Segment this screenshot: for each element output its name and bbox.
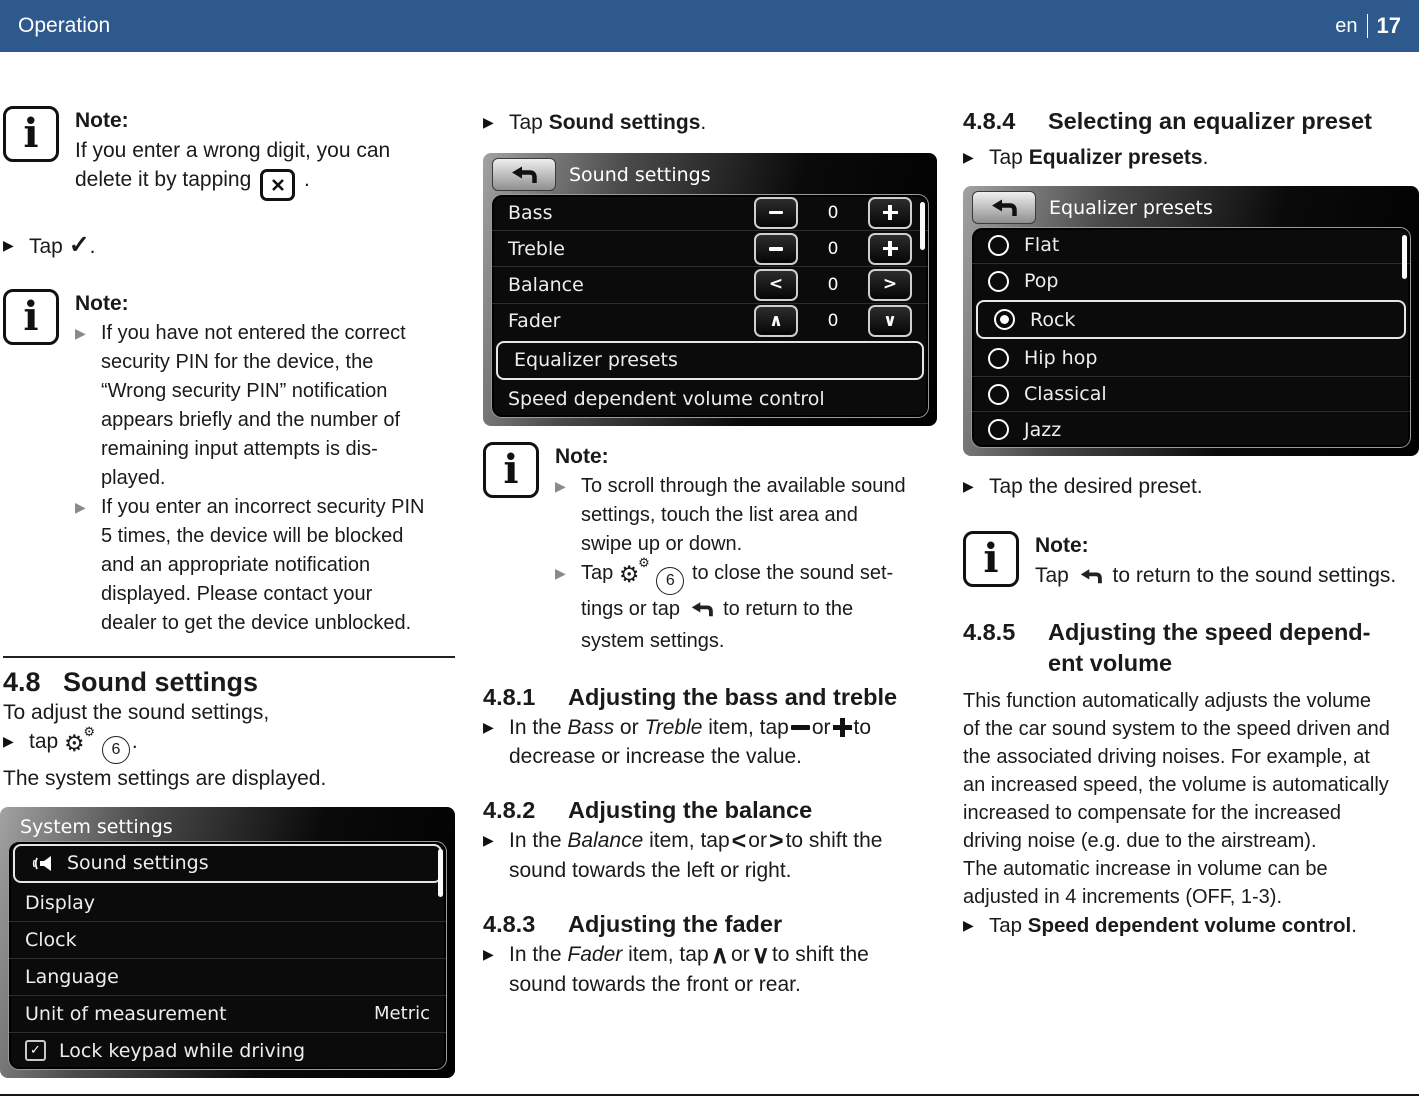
bullet-triangle: ▶ <box>483 945 494 962</box>
column-2 <box>483 100 938 999</box>
screen-title: System settings <box>20 815 173 838</box>
right-chevron-icon: > <box>768 826 784 855</box>
instruction-tap-settings <box>3 724 455 764</box>
section-heading-4-8 <box>3 666 455 698</box>
note-label: Note: <box>1035 534 1089 557</box>
instruction-text: Tap the desired preset. <box>989 475 1203 498</box>
section-heading-4-8-4 <box>963 106 1419 137</box>
note-scroll-close <box>483 442 938 656</box>
column-1 <box>3 100 455 1078</box>
section-number: 4.8.1 <box>483 683 536 710</box>
balance-value: 0 <box>827 274 839 295</box>
section-title: Selecting an equalizer preset <box>1048 108 1372 134</box>
list-item-display: Display <box>25 892 96 915</box>
return-arrow-icon <box>509 165 539 185</box>
note-bullet <box>75 319 424 493</box>
equalizer-presets-screenshot <box>963 186 1419 456</box>
bullet-triangle: ▶ <box>963 917 974 933</box>
section-outro: The system settings are displayed. <box>3 766 327 790</box>
radio-unselected-icon <box>988 271 1009 292</box>
preset-rock-selected: Rock <box>976 300 1406 339</box>
scrollbar-thumb <box>438 849 443 897</box>
bullet-triangle: ▶ <box>75 499 86 515</box>
note-return-body <box>1035 531 1396 593</box>
speaker-icon <box>31 854 55 873</box>
radio-unselected-icon <box>988 348 1009 369</box>
instruction-text: Tap Sound settings. <box>509 111 707 134</box>
minus-button <box>754 233 798 265</box>
bass-value: 0 <box>827 202 839 223</box>
note-bullet <box>75 493 424 638</box>
row-bass: Bass 0 <box>492 195 928 230</box>
note-bullet <box>555 472 906 559</box>
section-number: 4.8.2 <box>483 796 536 823</box>
note-text: If you enter a wrong digit, you can <box>75 139 391 162</box>
instruction-text: In the Balance item, tap<or>to shift the sound towards the left or right. <box>509 826 883 882</box>
down-button: ∨ <box>868 305 912 337</box>
instruction-fader <box>483 940 938 999</box>
note-bullet-text: Tap ⚙ ⚙ 6 to close the sound set- tings or tap to return to the system settings. <box>581 555 894 652</box>
note-bullet-text: To scroll through the available sound settings, touch the list area and swipe up or down. <box>581 475 906 555</box>
instruction-tap-sdvc <box>963 911 1419 940</box>
left-button: < <box>754 269 798 301</box>
unit-value: Metric <box>374 1003 430 1025</box>
list-item-sound-settings: Sound settings <box>13 844 442 884</box>
list-item-unit-of-measurement: Unit of measurement Metric <box>9 995 446 1032</box>
radio-unselected-icon <box>988 419 1009 440</box>
note-security-pin-body <box>75 289 424 638</box>
note-security-pin <box>3 289 455 638</box>
note-bullet-text: If you enter an incorrect security PIN 5 times, the device will be blocked and an appropriate notification displayed. Please contact your dealer to get the device unblocked. <box>101 496 425 634</box>
info-icon: i <box>483 442 539 498</box>
screen-title: Sound settings <box>569 164 711 186</box>
header-section-title: Operation <box>18 14 111 37</box>
note-text: Tap to return to the sound settings. <box>1035 561 1396 593</box>
key-number-badge: 6 <box>102 736 130 764</box>
preset-flat: Flat <box>972 228 1410 263</box>
list-item-clock: Clock <box>9 921 446 958</box>
note-label: Note: <box>75 292 129 315</box>
fader-value: 0 <box>827 311 839 332</box>
note-bullet-text: If you have not entered the correct security PIN for the device, the “Wrong security PIN” notification appears briefly and the number of remaining input attempts is dis- played. <box>101 322 406 489</box>
section-heading-4-8-3 <box>483 909 938 940</box>
radio-unselected-icon <box>988 384 1009 405</box>
bullet-triangle: ▶ <box>963 149 974 165</box>
key-number-badge: 6 <box>656 567 684 595</box>
instruction-bass-treble <box>483 713 938 771</box>
equalizer-presets-list <box>971 227 1411 448</box>
info-icon: i <box>963 531 1019 587</box>
section-title: Adjusting the balance <box>568 796 813 823</box>
back-button <box>492 158 556 191</box>
preset-hip-hop: Hip hop <box>972 341 1410 376</box>
section-title: Sound settings <box>63 667 258 697</box>
page-header <box>0 0 1419 52</box>
section-number: 4.8.3 <box>483 910 536 937</box>
radio-unselected-icon <box>988 235 1009 256</box>
section-number: 4.8 <box>3 667 41 697</box>
minus-button <box>754 197 798 229</box>
scrollbar-thumb <box>1402 235 1407 279</box>
sound-settings-list <box>491 194 929 418</box>
return-arrow-icon <box>989 198 1019 218</box>
section-heading-4-8-5 <box>963 617 1419 679</box>
return-arrow-icon <box>689 601 715 623</box>
note-text: delete it by tapping . <box>75 165 390 201</box>
list-item-language: Language <box>9 958 446 995</box>
preset-pop: Pop <box>972 263 1410 299</box>
info-icon: i <box>3 289 59 345</box>
header-language: en <box>1335 14 1358 37</box>
note-scroll-close-body <box>555 442 906 656</box>
plus-button <box>868 233 912 265</box>
confirm-check-icon: ✓ <box>68 231 90 259</box>
row-fader: Fader ∧ 0 ∨ <box>492 303 928 339</box>
plus-icon <box>833 718 852 737</box>
note-return-sound-settings <box>963 531 1419 593</box>
sound-settings-screenshot <box>483 153 937 426</box>
instruction-text: tap ⚙ ⚙ 6 . <box>29 727 138 764</box>
settings-gear-icon: ⚙ ⚙ <box>618 555 650 587</box>
instruction-balance <box>483 826 938 885</box>
section-number: 4.8.5 <box>963 619 1016 645</box>
section-title: Adjusting the speed depend- ent volume <box>1048 619 1371 676</box>
preset-jazz: Jazz <box>972 411 1410 447</box>
section-intro: To adjust the sound settings, <box>3 701 270 724</box>
row-balance: Balance < 0 > <box>492 266 928 302</box>
instruction-tap-sound-settings <box>483 108 938 137</box>
list-item-lock-keypad: ✓ Lock keypad while driving <box>9 1032 446 1069</box>
section-title: Adjusting the bass and treble <box>568 683 898 710</box>
instruction-text: In the Fader item, tap∧or∨to shift the sound towards the front or rear. <box>509 940 869 996</box>
bullet-triangle: ▶ <box>483 114 494 130</box>
instruction-tap-equalizer <box>963 143 1419 172</box>
scrollbar-thumb <box>920 202 925 250</box>
bullet-triangle: ▶ <box>3 733 14 749</box>
settings-gear-icon: ⚙ ⚙ <box>64 724 96 756</box>
treble-value: 0 <box>827 238 839 259</box>
back-button <box>972 191 1036 224</box>
note-wrong-digit <box>3 106 455 201</box>
note-label: Note: <box>75 109 129 132</box>
bullet-triangle: ▶ <box>75 325 86 341</box>
info-icon: i <box>3 106 59 162</box>
return-arrow-icon <box>1078 567 1104 590</box>
instruction-tap-confirm <box>3 231 455 261</box>
delete-digit-icon <box>260 169 295 201</box>
bullet-triangle: ▶ <box>963 478 974 494</box>
up-chevron-icon: ∧ <box>710 940 729 969</box>
header-page-number: 17 <box>1376 13 1401 38</box>
minus-icon <box>791 725 810 730</box>
instruction-text: Tap Equalizer presets. <box>989 146 1209 169</box>
right-button: > <box>868 269 912 301</box>
instruction-text: Tap Speed dependent volume control. <box>989 914 1357 937</box>
instruction-text: Tap ✓. <box>29 231 96 259</box>
row-treble: Treble 0 <box>492 230 928 266</box>
bullet-triangle: ▶ <box>3 237 14 253</box>
instruction-tap-preset <box>963 472 1419 501</box>
checkbox-checked-icon: ✓ <box>25 1040 46 1061</box>
bullet-triangle: ▶ <box>555 478 566 494</box>
system-settings-list <box>8 841 447 1070</box>
section-title: Adjusting the fader <box>568 910 783 937</box>
section-heading-4-8-2 <box>483 795 938 826</box>
plus-button <box>868 197 912 229</box>
bullet-triangle: ▶ <box>483 831 494 848</box>
preset-classical: Classical <box>972 376 1410 412</box>
instruction-text: In the Bass or Treble item, tap or to decrease or increase the value. <box>509 715 872 768</box>
down-chevron-icon: ∨ <box>751 940 770 969</box>
column-3 <box>963 100 1419 940</box>
note-bullet <box>555 555 906 656</box>
screen-title: Equalizer presets <box>1049 197 1213 219</box>
radio-selected-icon <box>994 309 1015 330</box>
row-equalizer-presets: Equalizer presets <box>496 341 924 380</box>
bullet-triangle: ▶ <box>555 565 566 581</box>
section-4-8-5-paragraph: This function automatically adjusts the volume of the car sound system to the speed driven and the associated driving noises. For example, at an increased speed, the volume is automatically increased to compensate for the increased driving noise (e.g. due to the airstream). The automatic increase in volume can be adjusted in 4 increments (OFF, 1-3). <box>963 690 1390 908</box>
section-heading-4-8-1 <box>483 682 938 713</box>
system-settings-screenshot <box>0 807 455 1078</box>
section-divider <box>3 656 455 658</box>
header-divider <box>1367 14 1368 38</box>
note-wrong-digit-body <box>75 106 390 201</box>
page-footer-rule <box>0 1094 1419 1096</box>
bullet-triangle: ▶ <box>483 718 494 735</box>
left-chevron-icon: < <box>731 826 747 855</box>
note-label: Note: <box>555 445 609 468</box>
row-speed-dependent-volume: Speed dependent volume control <box>508 388 825 411</box>
section-number: 4.8.4 <box>963 108 1016 134</box>
up-button: ∧ <box>754 305 798 337</box>
header-page-info <box>1335 13 1401 39</box>
